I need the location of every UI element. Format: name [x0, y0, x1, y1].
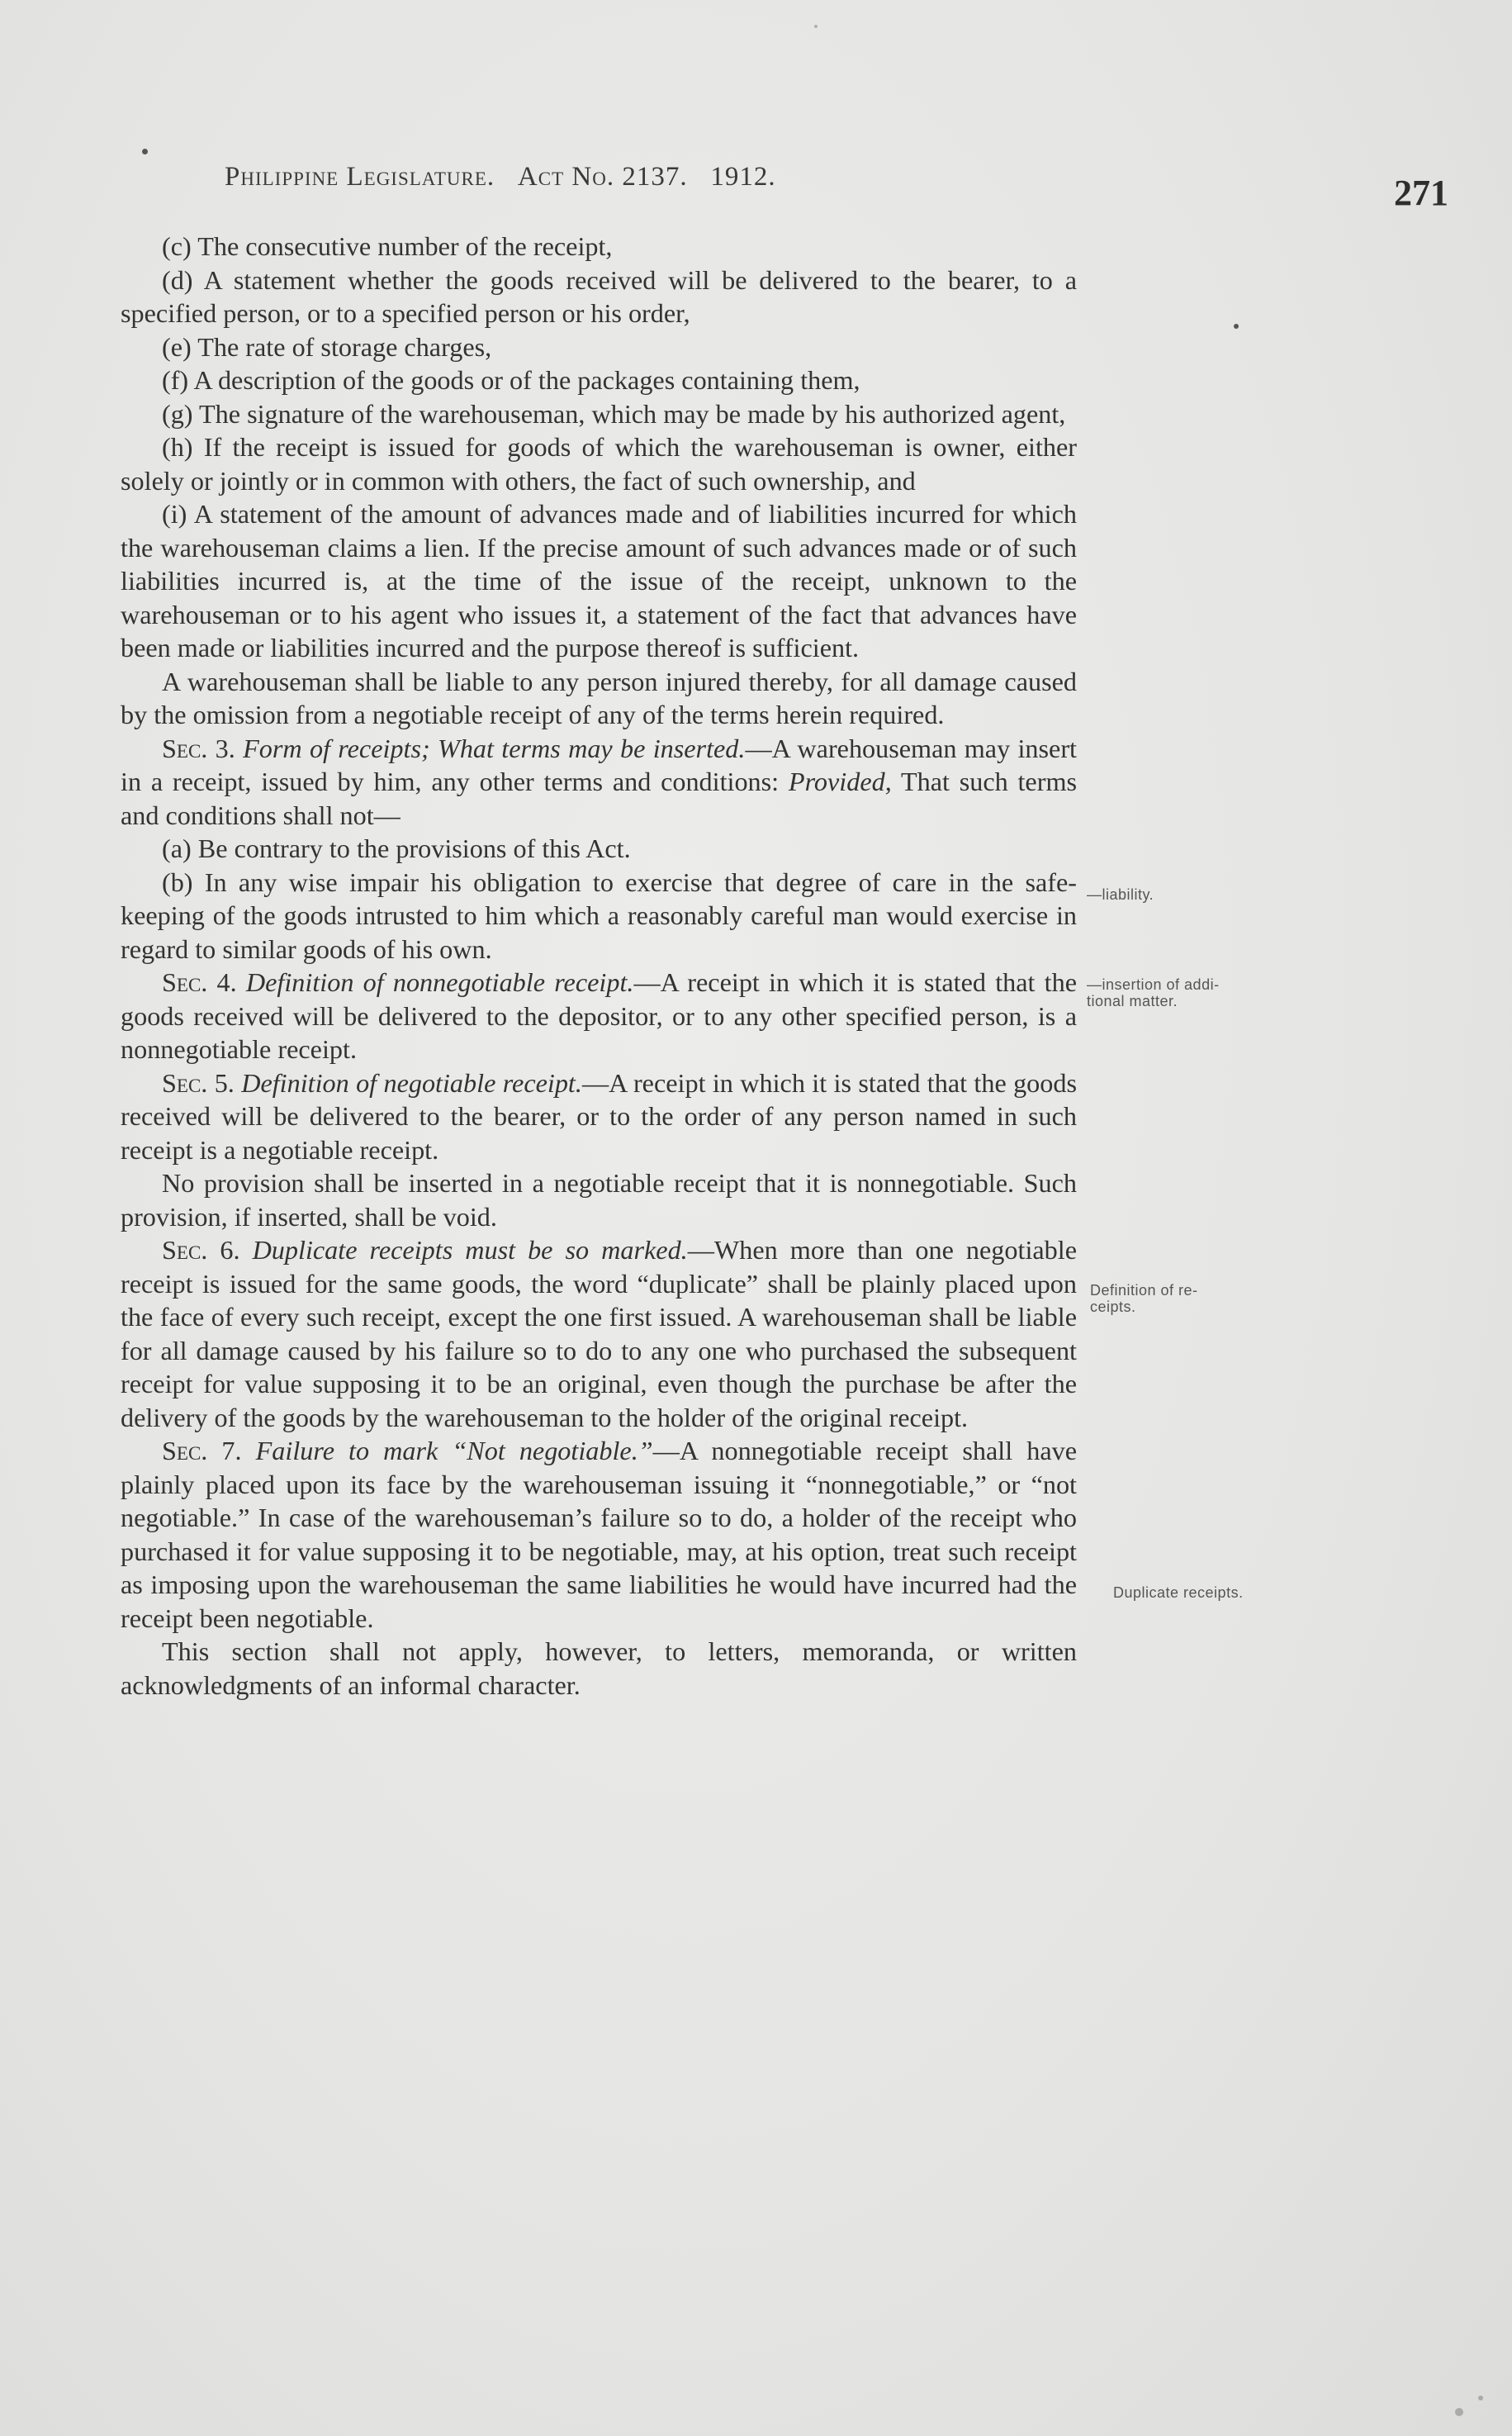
scan-speck	[1455, 2408, 1463, 2416]
header-year: 1912.	[710, 162, 776, 192]
item-h: (h) If the receipt is issued for goods of which the warehouseman is owner, either solely or jointly or in common with others, the fact of such ownership, and	[121, 432, 1078, 496]
section-7-note: This section shall not apply, however, to letters, memoranda, or written acknowledgments of an informal character.	[121, 1636, 1077, 1700]
section-5-note: No provision shall be inserted in a negotiable receipt that it is nonnegotiable. Such provision, if inserted, shall be void.	[121, 1168, 1077, 1232]
body-text	[121, 230, 1077, 1702]
page-number: 271	[1394, 173, 1448, 213]
section-7: Sec. 7. Failure to mark “Not negotiable.”—A nonnegotiable receipt shall have plainly placed upon its face by the warehouseman issuing it “nonnegotiable,” or “not negotiable.” In case of the warehouseman’s failure so to do, a holder of the receipt who purchased it for value supposing it to be negotiable, may, at his option, treat such receipt as imposing upon the warehouseman the same liabilities he would have incurred had the receipt been negotiable.	[121, 1436, 1078, 1633]
item-f: (f) A description of the goods or of the packages containing them,	[162, 365, 860, 395]
margin-dot-mark	[1234, 324, 1239, 329]
header-dot-mark	[142, 149, 148, 154]
scan-speck	[1478, 2396, 1483, 2400]
scan-speck	[814, 25, 818, 28]
item-e: (e) The rate of storage charges,	[162, 331, 492, 362]
margin-note-duplicate: Duplicate receipts.	[1113, 1584, 1244, 1601]
margin-note-definition: Definition of re- ceipts.	[1090, 1282, 1198, 1315]
item-b: (b) In any wise impair his obligation to exercise that degree of care in the safe-keeping of the goods intrusted to him which a reasonably careful man would exercise in regard to similar goods of his own.	[121, 867, 1077, 964]
item-g: (g) The signature of the warehouseman, which may be made by his authorized agent,	[162, 398, 1066, 429]
item-a: (a) Be contrary to the provisions of this Act.	[162, 833, 631, 863]
section-6: Sec. 6. Duplicate receipts must be so marked.—When more than one negotiable receipt is issued for the same goods, the word “duplicate” shall be plainly placed upon the face of every such receipt, except the one first issued. A warehouseman shall be liable for all damage caused by his failure so to do to any one who purchased the subsequent receipt for value supposing it to be an original, even though the purchase be after the delivery of the goods by the warehouseman to the holder of the original receipt.	[121, 1235, 1077, 1432]
margin-note-liability: —liability.	[1087, 886, 1154, 903]
item-c: (c) The consecutive number of the receipt,	[162, 231, 613, 261]
section-3: Sec. 3. Form of receipts; What terms may be inserted.—A warehouseman may insert in a receipt, issued by him, any other terms and conditions: Provided, That such terms and conditions shall not—	[121, 733, 1078, 830]
section-5: Sec. 5. Definition of negotiable receipt.—A receipt in which it is stated that the goods received will be delivered to the bearer, or to the order of any person named in such receipt is a negotiable receipt.	[121, 1067, 1077, 1165]
header-act: Act No. 2137.	[517, 162, 688, 192]
item-d: (d) A statement whether the goods received will be delivered to the bearer, to a specified person, or to a specified person or his order,	[121, 264, 1077, 328]
item-i: (i) A statement of the amount of advances made and of liabilities incurred for which the warehouseman claims a lien. If the precise amount of such advances made or of such liabilities incurred is, at the time of the issue of the receipt, unknown to the warehouseman or to his agent who issues it, a statement of the fact that advances have been made or liabilities incurred and the purpose thereof is sufficient.	[121, 499, 1077, 662]
header-legislature: Philippine Legislature.	[225, 162, 495, 192]
liability-paragraph: A warehouseman shall be liable to any person injured thereby, for all damage caused by the omission from a negotiable receipt of any of the terms herein required.	[121, 666, 1077, 729]
section-4: Sec. 4. Definition of nonnegotiable receipt.—A receipt in which it is stated that the goods received will be delivered to the depositor, or to any other specified person, is a nonnegotiable receipt.	[121, 967, 1077, 1064]
margin-note-insertion: —insertion of addi- tional matter.	[1087, 976, 1220, 1009]
running-header	[225, 162, 1050, 192]
